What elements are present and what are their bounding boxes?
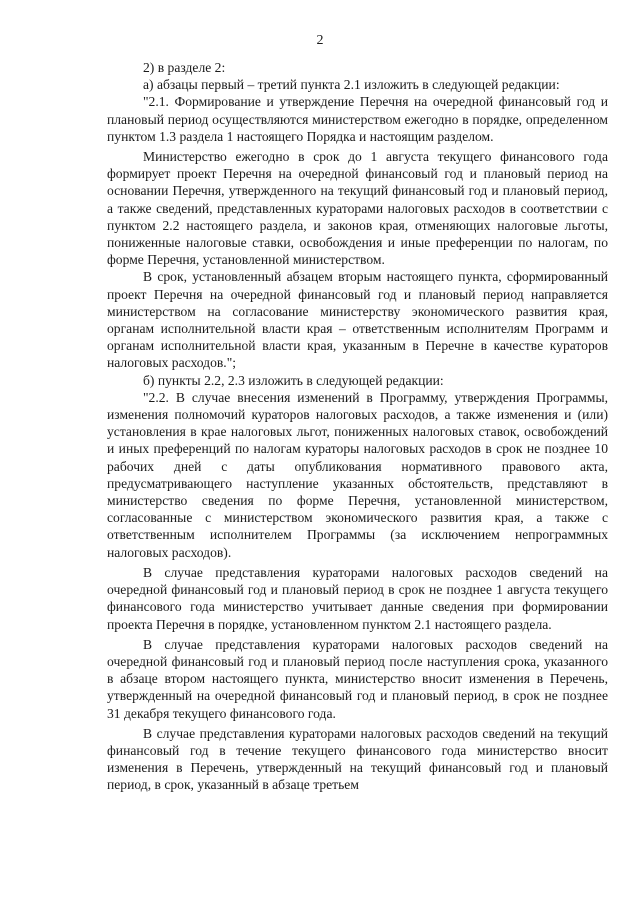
paragraph-section-heading: 2) в разделе 2: (143, 60, 226, 75)
paragraph-current-year: В случае представления кураторами налоговых расходов сведений на текущий финансовый год в течение текущего финансового года министерство вносит изменения в Перечень, утвержденный на текущий финансовый год и плановый период, в срок, указанный в абзаце третьем (107, 725, 608, 793)
paragraph-item-b: б) пункты 2.2, 2.3 изложить в следующей редакции: (143, 372, 444, 388)
paragraph-ministry-deadline: Министерство ежегодно в срок до 1 августа текущего финансового года формирует проект Перечня на очередной финансовый год и плановый период на основании Перечня, утвержденного на текущий финансовый год и плановый период, а также сведений, представленных кураторами налоговых расходов в соответствии с пунктом 2.2 настоящего раздела, и законов края, отменяющих налоговые льготы, пониженные налоговые ставки, освобождения и иные преференции по налогам, по форме Перечня, установленной министерством. (107, 149, 608, 268)
paragraph-approval: В срок, установленный абзацем вторым настоящего пункта, сформированный проект Перечня на очередной финансовый год и плановый период направляется министерством на согласование министерству экономического развития края, органам исполнительной власти края – ответственным исполнителям Программ и органам исполнительной власти края, указанным в Перечне в качестве кураторов налоговых расходов."; (107, 269, 608, 371)
page-number: 2 (316, 33, 324, 48)
paragraph-august-deadline: В случае представления кураторами налоговых расходов сведений на очередной финансовый год и плановый период в срок не позднее 1 августа текущего финансового года министерство учитывает данные сведения при формировании проекта Перечня в порядке, установленном пунктом 2.1 настоящего раздела. (107, 564, 608, 632)
paragraph-item-a: а) абзацы первый – третий пункта 2.1 изложить в следующей редакции: (143, 77, 560, 93)
paragraph-2-2: "2.2. В случае внесения изменений в Программу, утверждения Программы, изменения полномочий кураторов налоговых расходов, а также изменения и (или) установления в крае налоговых льгот, пониженных налоговых ставок, освобождений и иных преференций по налогам кураторы налоговых расходов в срок не позднее 10 рабочих дней с даты опубликования нормативного правового акта, предусматривающего наступление указанных обстоятельств, представляют в министерство сведения по форме Перечня, установленной министерством, согласованные с министерством экономического развития края, а также с ответственным исполнителем Программы (за исключением непрограммных налоговых расходов). (107, 389, 608, 560)
paragraph-december-deadline: В случае представления кураторами налоговых расходов сведений на очередной финансовый год и плановый период после наступления срока, указанного в абзаце втором настоящего пункта, министерство вносит изменения в Перечень, утвержденный на очередной финансовый год и плановый период, в срок не позднее 31 декабря текущего финансового года. (107, 636, 608, 721)
paragraph-2-1: "2.1. Формирование и утверждение Перечня на очередной финансовый год и плановый период осуществляются министерством ежегодно в порядке, определенном пунктом 1.3 раздела 1 настоящего Порядка и настоящим разделом. (107, 94, 608, 144)
document-body (107, 59, 608, 794)
